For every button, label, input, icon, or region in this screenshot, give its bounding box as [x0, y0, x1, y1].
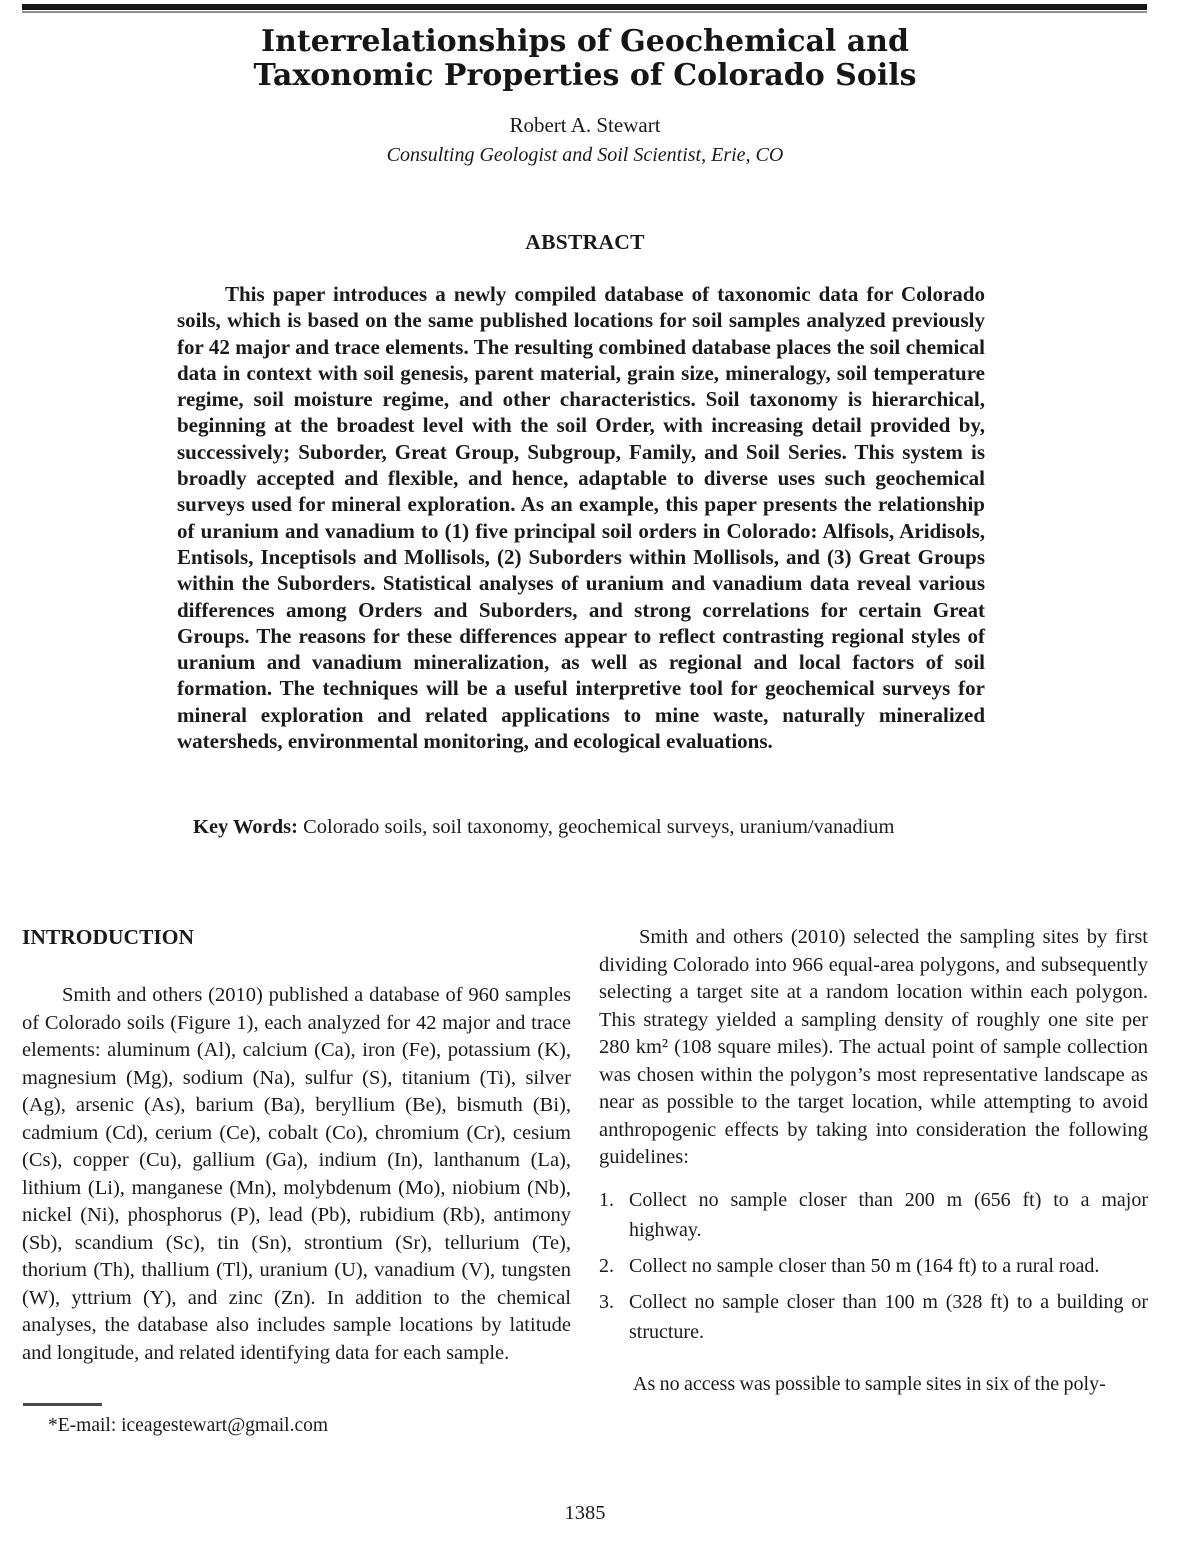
guideline-item-1 [599, 1185, 1148, 1245]
header-rule-thin [22, 11, 1147, 13]
section-heading-introduction: INTRODUCTION [22, 925, 195, 949]
abstract-heading: ABSTRACT [525, 230, 645, 254]
article-title-line2: Taxonomic Properties of Colorado Soils [253, 58, 917, 93]
guideline-text: Collect no sample closer than 100 m (328 ft) to a building or structure. [629, 1290, 1148, 1343]
intro-paragraph-elements: Smith and others (2010) published a database of 960 samples of Colorado soils (Figure 1), each analyzed for 42 major and trace elements: aluminum (Al), calcium (Ca), iron (Fe), potassium (K), magnesium (Mg), sodium (Na), sulfur (S), titanium (Ti), silver (Ag), arsenic (As), barium (Ba), beryllium (Be), bismuth (Bi), cadmium (Cd), cerium (Ce), cobalt (Co), chromium (Cr), cesium (Cs), copper (Cu), gallium (Ga), indium (In), lanthanum (La), lithium (Li), manganese (Mn), molybdenum (Mo), niobium (Nb), nickel (Ni), phosphorus (P), lead (Pb), rubidium (Rb), antimony (Sb), scandium (Sc), tin (Sn), strontium (Sr), tellurium (Te), thorium (Th), thallium (Tl), uranium (U), vanadium (V), tungsten (W), yttrium (Y), and zinc (Zn). In addition to the chemical analyses, the database also includes sample locations by latitude and longitude, and related identifying data for each sample. [22, 984, 571, 1364]
guideline-number: 1. [599, 1188, 614, 1211]
guidelines-list [599, 1185, 1148, 1347]
keywords-text: Colorado soils, soil taxonomy, geochemical surveys, uranium/vanadium [297, 816, 895, 838]
column-right [599, 924, 1148, 1398]
column-left [22, 924, 571, 1367]
author-name: Robert A. Stewart [509, 113, 661, 137]
keywords-line [193, 816, 1133, 839]
article-title-line1: Interrelationships of Geochemical and [261, 24, 909, 59]
guideline-item-2 [599, 1251, 1148, 1281]
guideline-item-3 [599, 1287, 1148, 1347]
guideline-number: 2. [599, 1254, 614, 1277]
guideline-text: Collect no sample closer than 200 m (656 ft) to a major highway. [629, 1188, 1148, 1241]
article-title [22, 25, 1148, 93]
abstract-text: This paper introduces a newly compiled database of taxonomic data for Colorado soils, which is based on the same published locations for soil samples analyzed previously for 42 major and trace elements. The resulting combined database places the soil chemical data in context with soil genesis, parent material, grain size, mineralogy, soil temperature regime, soil moisture regime, and other characteristics. Soil taxonomy is hierarchical, beginning at the broadest level with the soil Order, with increasing detail provided by, successively; Suborder, Great Group, Subgroup, Family, and Soil Series. This system is broadly accepted and flexible, and hence, adaptable to diverse uses such geochemical surveys used for mineral exploration. As an example, this paper presents the relationship of uranium and vanadium to (1) five principal soil orders in Colorado: Alfisols, Aridisols, Entisols, Inceptisols and Mollisols, (2) Suborders within Mollisols, and (3) Great Groups within the Suborders. Statistical analyses of uranium and vanadium data reveal various differences among Orders and Suborders, and strong correlations for certain Great Groups. The reasons for these differences appear to reflect contrasting regional styles of uranium and vanadium mineralization, as well as regional and local factors of soil formation. The techniques will be a useful interpretive tool for geochemical surveys for mineral exploration and related applications to mine waste, naturally mineralized watersheds, environmental monitoring, and ecological evaluations. [177, 282, 985, 754]
guideline-text: Collect no sample closer than 50 m (164 ft) to a rural road. [629, 1254, 1100, 1277]
continuation-paragraph: As no access was possible to sample sites in six of the poly- [633, 1372, 1106, 1395]
intro-paragraph-sampling: Smith and others (2010) selected the sampling sites by first dividing Colorado into 966 equal-area polygons, and subsequently selecting a target site at a random location within each polygon. This strategy yielded a sampling density of roughly one site per 280 km² (108 square miles). The actual point of sample collection was chosen within the polygon’s most representative landscape as near as possible to the target location, while attempting to avoid anthropogenic effects by taking into consideration the following guidelines: [599, 926, 1148, 1168]
guideline-number: 3. [599, 1290, 614, 1313]
header-rule [22, 4, 1147, 10]
footnote-rule [23, 1403, 102, 1406]
page-number: 1385 [564, 1502, 606, 1524]
footnote-email: *E-mail: iceagestewart@gmail.com [48, 1415, 329, 1436]
author-affiliation: Consulting Geologist and Soil Scientist, Erie, CO [386, 144, 784, 166]
keywords-label: Key Words: [193, 816, 298, 838]
